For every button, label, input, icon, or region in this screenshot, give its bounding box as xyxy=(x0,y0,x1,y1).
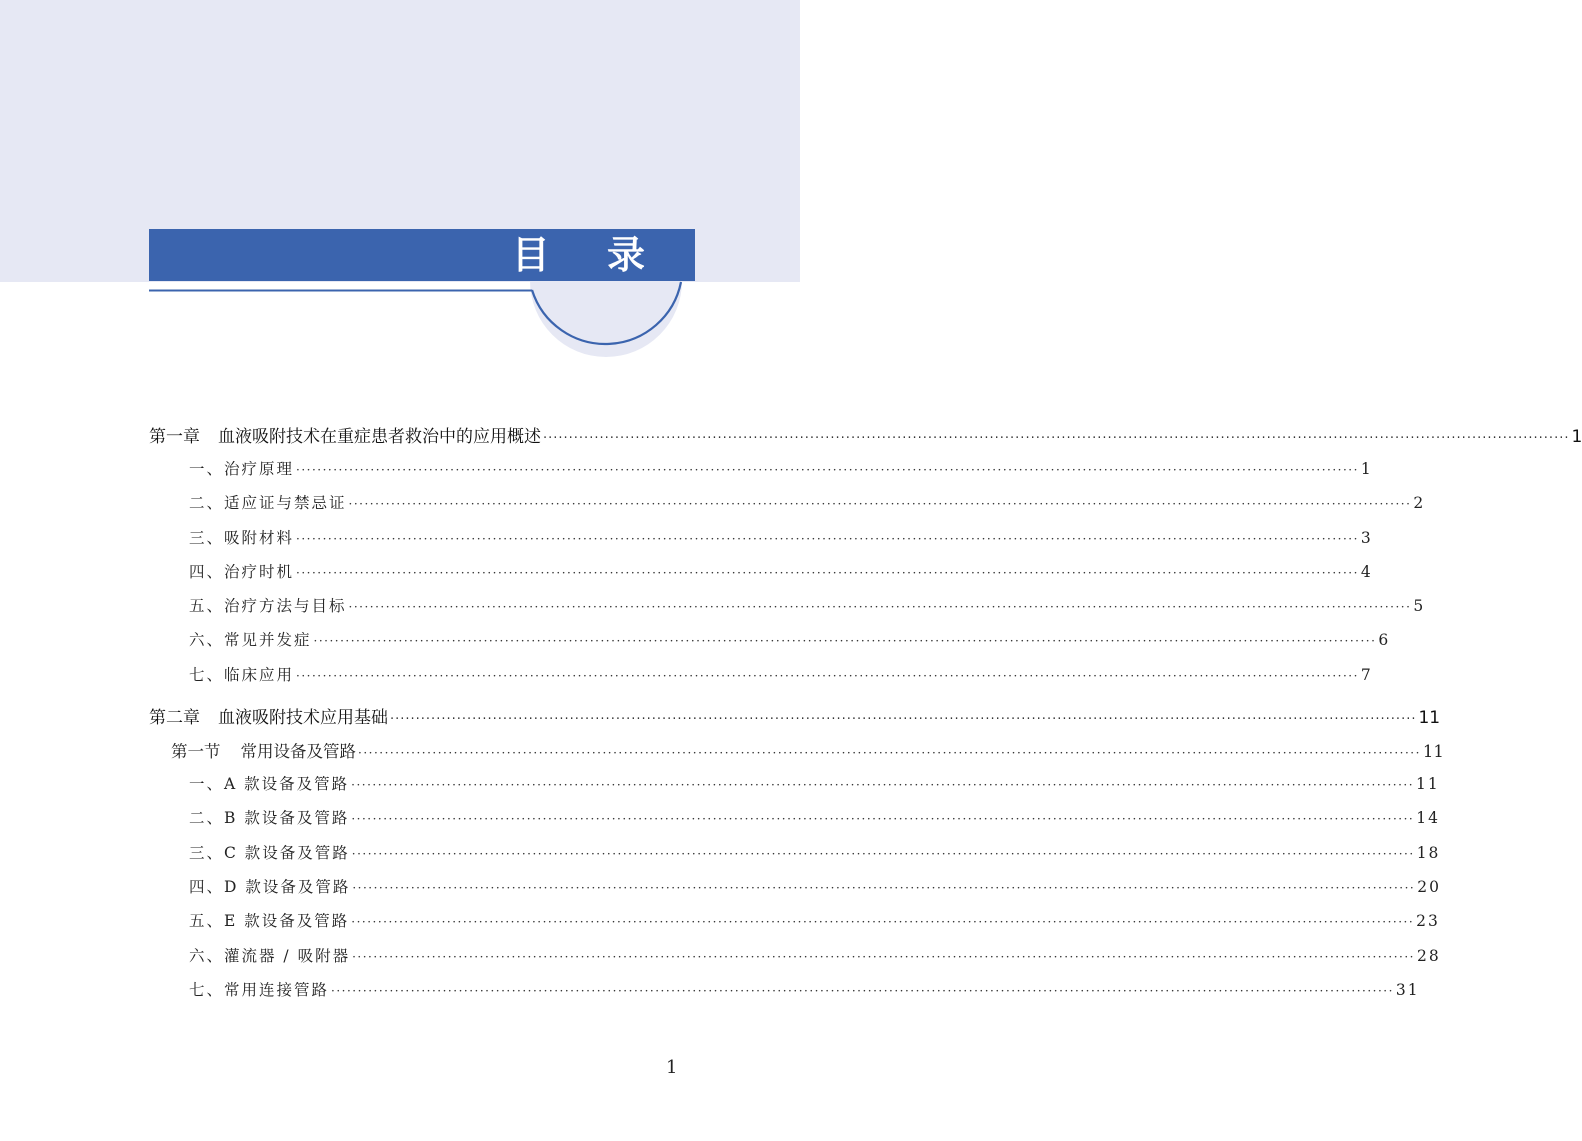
toc-item-label: 五、E 款设备及管路 xyxy=(189,912,350,931)
toc-item[interactable] xyxy=(149,772,1440,806)
dot-leader: ········································································································································································································ xyxy=(296,531,1359,546)
chapter-title: 第二章 血液吸附技术应用基础 xyxy=(149,708,388,729)
dot-leader: ········································································································································································································ xyxy=(358,746,1421,761)
section-title: 第一节 常用设备及管路 xyxy=(171,742,356,762)
page-ref: 11 xyxy=(1418,708,1441,729)
dot-leader: ········································································································································································································ xyxy=(351,812,1415,827)
title-decoration xyxy=(0,0,800,340)
toc-item[interactable] xyxy=(149,526,1373,560)
page-ref: 6 xyxy=(1378,631,1391,650)
toc-item-label: 七、临床应用 xyxy=(189,665,295,684)
toc-item[interactable] xyxy=(149,663,1373,697)
dot-leader: ········································································································································································································ xyxy=(352,949,1415,964)
table-of-contents xyxy=(149,422,1582,1012)
page-ref: 31 xyxy=(1395,980,1420,999)
dot-leader: ········································································································································································································ xyxy=(331,983,1394,998)
toc-item-label: 七、常用连接管路 xyxy=(189,980,330,999)
toc-item-label: 一、A 款设备及管路 xyxy=(189,775,350,794)
chapter-title: 第一章 血液吸附技术在重症患者救治中的应用概述 xyxy=(149,427,541,447)
page-ref: 7 xyxy=(1360,665,1373,684)
page-ref: 4 xyxy=(1360,562,1373,581)
toc-item[interactable] xyxy=(149,841,1441,875)
toc-item-label: 三、C 款设备及管路 xyxy=(189,843,350,862)
dot-leader: ········································································································································································································ xyxy=(351,915,1415,930)
toc-item-label: 三、吸附材料 xyxy=(189,528,295,547)
page-ref: 11 xyxy=(1422,742,1444,762)
page-ref: 3 xyxy=(1360,528,1373,547)
page-ref: 23 xyxy=(1416,912,1440,931)
page-ref: 14 xyxy=(1416,809,1440,828)
toc-item[interactable] xyxy=(149,909,1440,943)
toc-chapter-2[interactable] xyxy=(149,703,1441,738)
toc-item[interactable] xyxy=(149,594,1426,628)
dot-leader: ········································································································································································································ xyxy=(296,463,1359,477)
page-number: 1 xyxy=(666,1057,678,1078)
dot-leader: ········································································································································································································ xyxy=(390,712,1417,728)
page-ref: 28 xyxy=(1416,946,1441,965)
page-ref: 1 xyxy=(1360,460,1373,478)
toc-item-label: 四、治疗时机 xyxy=(189,562,295,581)
decoration-circle xyxy=(530,281,682,357)
page-ref: 11 xyxy=(1416,775,1440,794)
toc-item[interactable] xyxy=(149,875,1441,909)
toc-item[interactable] xyxy=(149,944,1441,978)
toc-item-label: 五、治疗方法与目标 xyxy=(189,597,347,616)
dot-leader: ········································································································································································································ xyxy=(352,880,1416,895)
page-ref: 2 xyxy=(1413,494,1426,513)
page-ref: 18 xyxy=(1416,843,1441,862)
dot-leader: ········································································································································································································ xyxy=(351,778,1415,793)
toc-item[interactable] xyxy=(149,628,1391,662)
page-ref: 20 xyxy=(1417,877,1441,896)
toc-item-label: 一、治疗原理 xyxy=(189,460,295,478)
dot-leader: ········································································································································································································ xyxy=(296,668,1359,683)
toc-item[interactable] xyxy=(149,457,1373,491)
dot-leader: ········································································································································································································ xyxy=(348,497,1412,512)
toc-item-label: 二、适应证与禁忌证 xyxy=(189,494,347,513)
page-ref: 5 xyxy=(1413,597,1426,616)
dot-leader: ········································································································································································································ xyxy=(313,634,1377,649)
dot-leader: ········································································································································································································ xyxy=(296,565,1359,580)
dot-leader: ········································································································································································································ xyxy=(351,846,1415,861)
toc-item[interactable] xyxy=(149,806,1440,840)
toc-item-label: 六、灌流器 / 吸附器 xyxy=(189,946,351,965)
toc-chapter-1[interactable] xyxy=(149,422,1582,457)
toc-item-label: 二、B 款设备及管路 xyxy=(189,809,350,828)
toc-item-label: 六、常见并发症 xyxy=(189,631,312,650)
toc-item[interactable] xyxy=(149,491,1426,525)
toc-item-label: 四、D 款设备及管路 xyxy=(189,877,351,896)
page-ref: 1 xyxy=(1571,427,1582,447)
toc-section-1[interactable] xyxy=(149,738,1444,772)
dot-leader: ········································································································································································································ xyxy=(543,431,1570,446)
toc-item[interactable] xyxy=(149,978,1420,1012)
toc-item[interactable] xyxy=(149,560,1373,594)
dot-leader: ········································································································································································································ xyxy=(348,600,1412,615)
title-bar xyxy=(149,229,695,281)
page-title: 目 录 xyxy=(511,233,667,277)
